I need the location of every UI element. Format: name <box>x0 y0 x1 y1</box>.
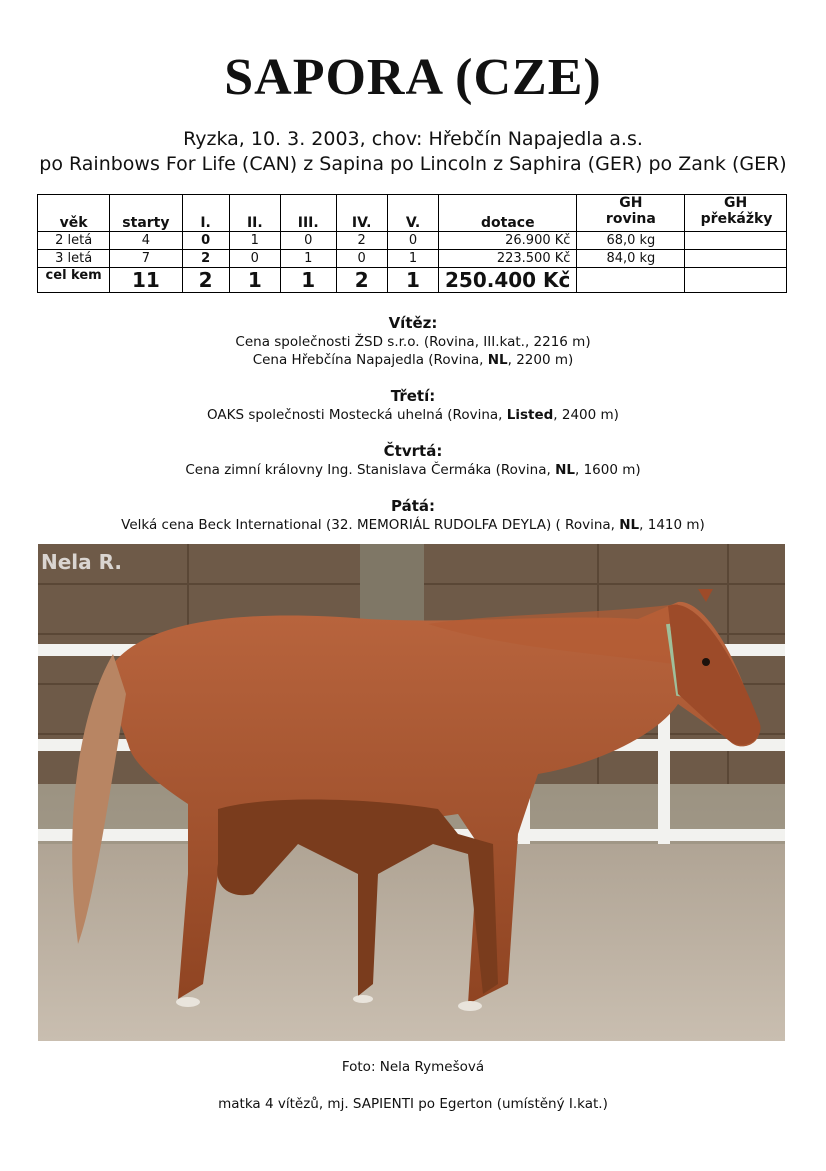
cell-total-gh-flat <box>577 268 685 293</box>
horse-photo <box>38 544 785 1041</box>
section-heading-fourth: Čtvrtá: <box>383 442 443 460</box>
cell-age: 3 letá <box>38 250 110 268</box>
cell-first: 0 <box>182 232 229 250</box>
fifth-race-rest: , 1410 m) <box>639 517 705 533</box>
winner-race-2-rest: , 2200 m) <box>507 352 574 368</box>
cell-total-gh-jumps <box>685 268 787 293</box>
gh-jumps-label: GH překážky <box>700 195 773 227</box>
cell-fourth: 0 <box>336 250 387 268</box>
third-race-text: OAKS společnosti Mostecká uhelná (Rovina, <box>207 407 507 423</box>
fifth-place-race <box>0 517 826 533</box>
fourth-race-rest: , 1600 m) <box>574 462 641 478</box>
cell-gh-flat: 68,0 kg <box>577 232 685 250</box>
col-header-prize: dotace <box>439 195 577 232</box>
fifth-race-text: Velká cena Beck International (32. MEMORIÁL RUDOLFA DEYLA) ( Rovina, <box>121 517 620 533</box>
col-header-gh-jumps <box>685 195 787 232</box>
cell-third: 1 <box>280 250 336 268</box>
col-header-fourth: IV. <box>336 195 387 232</box>
third-race-class: Listed <box>506 407 554 423</box>
cell-third: 0 <box>280 232 336 250</box>
third-place-race <box>0 407 826 423</box>
table-row <box>38 232 787 250</box>
photo-watermark: Nela R. <box>41 550 122 574</box>
photo-caption: Foto: Nela Rymešová <box>341 1059 485 1075</box>
fifth-race-class: NL <box>619 517 640 533</box>
winner-race-2-text: Cena Hřebčína Napajedla (Rovina, <box>252 352 488 368</box>
winner-race-2-class: NL <box>487 352 508 368</box>
col-header-fifth: V. <box>387 195 438 232</box>
winner-race-1: Cena společnosti ŽSD s.r.o. (Rovina, III.kat., 2216 m) <box>235 334 591 350</box>
fourth-race-class: NL <box>555 462 575 478</box>
cell-gh-jumps <box>685 250 787 268</box>
cell-first: 2 <box>182 250 229 268</box>
section-heading-winner: Vítěz: <box>388 314 438 332</box>
cell-total-fifth: 1 <box>387 268 438 293</box>
cell-fifth: 0 <box>387 232 438 250</box>
cell-fourth: 2 <box>336 232 387 250</box>
col-header-age: věk <box>38 195 110 232</box>
race-stats-table <box>37 194 787 293</box>
cell-starts: 7 <box>110 250 182 268</box>
fourth-place-race <box>0 462 826 478</box>
winner-race-2 <box>0 352 826 368</box>
table-row <box>38 250 787 268</box>
cell-total-fourth: 2 <box>336 268 387 293</box>
cell-second: 1 <box>229 232 280 250</box>
section-heading-third: Třetí: <box>390 387 436 405</box>
cell-total-third: 1 <box>280 268 336 293</box>
offspring-note: matka 4 vítězů, mj. SAPIENTI po Egerton (umístěný I.kat.) <box>218 1096 608 1112</box>
cell-total-first: 2 <box>182 268 229 293</box>
cell-total-second: 1 <box>229 268 280 293</box>
cell-second: 0 <box>229 250 280 268</box>
col-header-gh-flat <box>577 195 685 232</box>
col-header-third: III. <box>280 195 336 232</box>
horse-name-title: SAPORA (CZE) <box>224 49 602 106</box>
col-header-starts: starty <box>110 195 182 232</box>
third-race-rest: , 2400 m) <box>553 407 619 423</box>
section-heading-fifth: Pátá: <box>390 497 435 515</box>
fourth-race-text: Cena zimní královny Ing. Stanislava Čermáka (Rovina, <box>185 462 556 478</box>
table-header-row <box>38 195 787 232</box>
cell-prize: 26.900 Kč <box>439 232 577 250</box>
table-total-row <box>38 268 787 293</box>
cell-fifth: 1 <box>387 250 438 268</box>
cell-prize: 223.500 Kč <box>439 250 577 268</box>
gh-flat-label: GH rovina <box>605 195 656 227</box>
cell-total-starts: 11 <box>110 268 182 293</box>
col-header-second: II. <box>229 195 280 232</box>
cell-age: 2 letá <box>38 232 110 250</box>
horse-pedigree-line: po Rainbows For Life (CAN) z Sapina po Lincoln z Saphira (GER) po Zank (GER) <box>39 153 787 175</box>
cell-gh-flat: 84,0 kg <box>577 250 685 268</box>
col-header-first: I. <box>182 195 229 232</box>
cell-total-label: cel kem <box>38 268 110 293</box>
mare-and-foal-illustration <box>38 544 785 1041</box>
cell-gh-jumps <box>685 232 787 250</box>
horse-birth-breeder-line: Ryzka, 10. 3. 2003, chov: Hřebčín Napajedla a.s. <box>183 128 643 150</box>
cell-starts: 4 <box>110 232 182 250</box>
cell-total-prize: 250.400 Kč <box>439 268 577 293</box>
